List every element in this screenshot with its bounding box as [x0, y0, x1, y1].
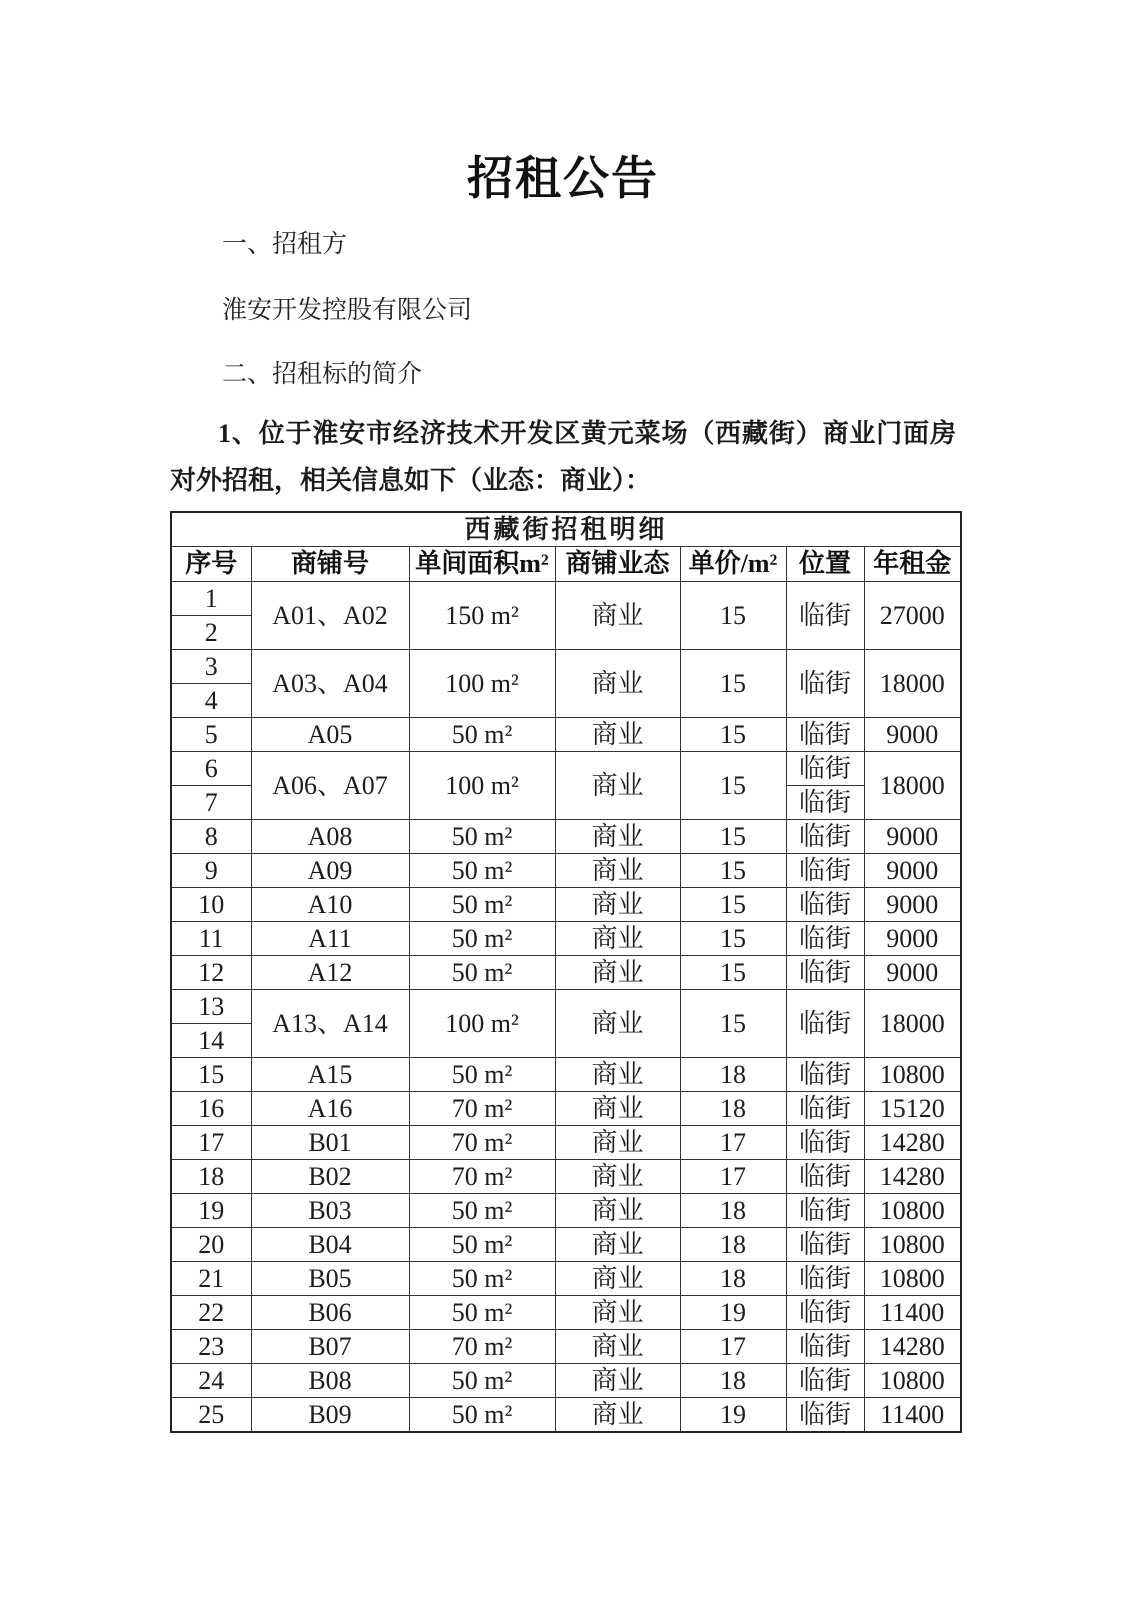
- cell-shop: B09: [251, 1398, 409, 1433]
- cell-rent: 10800: [864, 1194, 961, 1228]
- cell-area: 70 m²: [409, 1092, 555, 1126]
- table-row: [171, 1364, 961, 1398]
- cell-seq: 7: [171, 786, 251, 820]
- cell-seq: 5: [171, 718, 251, 752]
- cell-rent: 14280: [864, 1160, 961, 1194]
- table-row: [171, 854, 961, 888]
- intro-paragraph-line-2: 对外招租，相关信息如下（业态：商业）：: [170, 466, 652, 495]
- cell-location: 临街: [786, 752, 864, 786]
- cell-area: 50 m²: [409, 1296, 555, 1330]
- cell-price: 15: [680, 820, 786, 854]
- table-header-row: [171, 547, 961, 582]
- cell-area: 50 m²: [409, 854, 555, 888]
- cell-seq: 4: [171, 684, 251, 718]
- cell-location: 临街: [786, 1398, 864, 1433]
- cell-location: 临街: [786, 582, 864, 650]
- cell-business: 商业: [555, 922, 680, 956]
- section-2-heading: 二、招租标的简介: [222, 361, 423, 388]
- cell-location: 临街: [786, 990, 864, 1058]
- cell-business: 商业: [555, 854, 680, 888]
- cell-business: 商业: [555, 1398, 680, 1433]
- column-header-rent: 年租金: [864, 547, 961, 582]
- cell-price: 19: [680, 1398, 786, 1433]
- table-row: [171, 820, 961, 854]
- cell-area: 50 m²: [409, 718, 555, 752]
- table-title: 西藏街招租明细: [171, 512, 961, 547]
- cell-location: 临街: [786, 1296, 864, 1330]
- cell-price: 15: [680, 990, 786, 1058]
- cell-rent: 14280: [864, 1126, 961, 1160]
- cell-shop: A10: [251, 888, 409, 922]
- cell-business: 商业: [555, 1228, 680, 1262]
- cell-seq: 19: [171, 1194, 251, 1228]
- cell-price: 18: [680, 1364, 786, 1398]
- table-row: [171, 1228, 961, 1262]
- cell-seq: 25: [171, 1398, 251, 1433]
- cell-seq: 2: [171, 616, 251, 650]
- cell-seq: 18: [171, 1160, 251, 1194]
- cell-rent: 10800: [864, 1058, 961, 1092]
- cell-rent: 10800: [864, 1364, 961, 1398]
- cell-area: 50 m²: [409, 1194, 555, 1228]
- cell-rent: 11400: [864, 1398, 961, 1433]
- cell-seq: 8: [171, 820, 251, 854]
- column-header-price: 单价/m²: [680, 547, 786, 582]
- cell-price: 18: [680, 1058, 786, 1092]
- cell-location: 临街: [786, 854, 864, 888]
- column-header-location: 位置: [786, 547, 864, 582]
- cell-location: 临街: [786, 1160, 864, 1194]
- table-row: [171, 1126, 961, 1160]
- cell-seq: 13: [171, 990, 251, 1024]
- cell-area: 50 m²: [409, 1262, 555, 1296]
- cell-rent: 18000: [864, 752, 961, 820]
- cell-price: 18: [680, 1092, 786, 1126]
- cell-area: 50 m²: [409, 1398, 555, 1433]
- cell-seq: 6: [171, 752, 251, 786]
- cell-seq: 10: [171, 888, 251, 922]
- table-row: [171, 888, 961, 922]
- cell-location: 临街: [786, 1262, 864, 1296]
- lessor-name: 淮安开发控股有限公司: [222, 297, 473, 324]
- cell-seq: 12: [171, 956, 251, 990]
- cell-seq: 17: [171, 1126, 251, 1160]
- cell-area: 50 m²: [409, 820, 555, 854]
- cell-rent: 27000: [864, 582, 961, 650]
- cell-price: 15: [680, 650, 786, 718]
- cell-seq: 1: [171, 582, 251, 616]
- table-title-row: [171, 512, 961, 547]
- cell-price: 15: [680, 854, 786, 888]
- cell-seq: 9: [171, 854, 251, 888]
- cell-shop: A12: [251, 956, 409, 990]
- cell-location: 临街: [786, 1228, 864, 1262]
- cell-business: 商业: [555, 820, 680, 854]
- cell-location: 临街: [786, 1330, 864, 1364]
- cell-shop: A15: [251, 1058, 409, 1092]
- cell-business: 商业: [555, 956, 680, 990]
- cell-shop: A05: [251, 718, 409, 752]
- cell-area: 50 m²: [409, 922, 555, 956]
- table-row: [171, 582, 961, 616]
- cell-business: 商业: [555, 1262, 680, 1296]
- cell-area: 50 m²: [409, 888, 555, 922]
- cell-rent: 9000: [864, 922, 961, 956]
- cell-price: 18: [680, 1228, 786, 1262]
- cell-seq: 23: [171, 1330, 251, 1364]
- cell-shop: B06: [251, 1296, 409, 1330]
- cell-business: 商业: [555, 1126, 680, 1160]
- cell-location: 临街: [786, 820, 864, 854]
- cell-seq: 24: [171, 1364, 251, 1398]
- cell-rent: 15120: [864, 1092, 961, 1126]
- cell-price: 18: [680, 1194, 786, 1228]
- cell-price: 15: [680, 956, 786, 990]
- table-row: [171, 1160, 961, 1194]
- cell-shop: A01、A02: [251, 582, 409, 650]
- cell-rent: 10800: [864, 1228, 961, 1262]
- cell-area: 70 m²: [409, 1160, 555, 1194]
- cell-rent: 9000: [864, 718, 961, 752]
- cell-rent: 18000: [864, 990, 961, 1058]
- intro-paragraph: [170, 410, 956, 504]
- cell-shop: A06、A07: [251, 752, 409, 820]
- cell-seq: 14: [171, 1024, 251, 1058]
- table-row: [171, 1330, 961, 1364]
- cell-price: 17: [680, 1126, 786, 1160]
- cell-area: 100 m²: [409, 990, 555, 1058]
- cell-seq: 20: [171, 1228, 251, 1262]
- cell-area: 100 m²: [409, 752, 555, 820]
- cell-area: 50 m²: [409, 1058, 555, 1092]
- cell-seq: 22: [171, 1296, 251, 1330]
- intro-paragraph-line-1: 1、位于淮安市经济技术开发区黄元菜场（西藏街）商业门面房: [218, 419, 956, 448]
- document-title: 招租公告: [467, 153, 659, 204]
- cell-rent: 18000: [864, 650, 961, 718]
- cell-business: 商业: [555, 718, 680, 752]
- table-row: [171, 650, 961, 684]
- cell-location: 临街: [786, 1194, 864, 1228]
- cell-business: 商业: [555, 1194, 680, 1228]
- cell-shop: B03: [251, 1194, 409, 1228]
- cell-area: 70 m²: [409, 1330, 555, 1364]
- cell-seq: 21: [171, 1262, 251, 1296]
- cell-shop: B02: [251, 1160, 409, 1194]
- cell-location: 临街: [786, 1364, 864, 1398]
- cell-business: 商业: [555, 582, 680, 650]
- cell-location: 临街: [786, 1126, 864, 1160]
- cell-seq: 11: [171, 922, 251, 956]
- cell-shop: B01: [251, 1126, 409, 1160]
- cell-business: 商业: [555, 650, 680, 718]
- cell-area: 100 m²: [409, 650, 555, 718]
- cell-rent: 9000: [864, 854, 961, 888]
- cell-location: 临街: [786, 956, 864, 990]
- column-header-business: 商铺业态: [555, 547, 680, 582]
- section-1-heading: 一、招租方: [222, 231, 348, 258]
- cell-price: 15: [680, 888, 786, 922]
- cell-shop: A11: [251, 922, 409, 956]
- cell-business: 商业: [555, 1160, 680, 1194]
- cell-seq: 16: [171, 1092, 251, 1126]
- cell-location: 临街: [786, 718, 864, 752]
- column-header-seq: 序号: [171, 547, 251, 582]
- cell-price: 15: [680, 718, 786, 752]
- cell-rent: 9000: [864, 888, 961, 922]
- cell-area: 70 m²: [409, 1126, 555, 1160]
- cell-rent: 11400: [864, 1296, 961, 1330]
- cell-business: 商业: [555, 990, 680, 1058]
- cell-price: 15: [680, 922, 786, 956]
- cell-location: 临街: [786, 888, 864, 922]
- table-row: [171, 752, 961, 786]
- cell-business: 商业: [555, 888, 680, 922]
- cell-location: 临街: [786, 922, 864, 956]
- table-row: [171, 1194, 961, 1228]
- rental-detail-table: [170, 511, 962, 1433]
- cell-price: 15: [680, 752, 786, 820]
- cell-shop: A09: [251, 854, 409, 888]
- cell-price: 17: [680, 1330, 786, 1364]
- table-row: [171, 1398, 961, 1433]
- cell-price: 18: [680, 1262, 786, 1296]
- cell-business: 商业: [555, 1330, 680, 1364]
- table-row: [171, 1058, 961, 1092]
- cell-shop: B05: [251, 1262, 409, 1296]
- cell-business: 商业: [555, 752, 680, 820]
- cell-shop: B08: [251, 1364, 409, 1398]
- cell-location: 临街: [786, 1092, 864, 1126]
- cell-shop: A03、A04: [251, 650, 409, 718]
- cell-business: 商业: [555, 1364, 680, 1398]
- cell-area: 50 m²: [409, 956, 555, 990]
- rental-table-body: [171, 512, 961, 1432]
- table-row: [171, 990, 961, 1024]
- cell-shop: B04: [251, 1228, 409, 1262]
- cell-shop: B07: [251, 1330, 409, 1364]
- cell-business: 商业: [555, 1092, 680, 1126]
- cell-shop: A08: [251, 820, 409, 854]
- cell-seq: 15: [171, 1058, 251, 1092]
- cell-business: 商业: [555, 1296, 680, 1330]
- cell-price: 19: [680, 1296, 786, 1330]
- cell-business: 商业: [555, 1058, 680, 1092]
- cell-location: 临街: [786, 786, 864, 820]
- cell-rent: 10800: [864, 1262, 961, 1296]
- column-header-shop: 商铺号: [251, 547, 409, 582]
- table-row: [171, 1092, 961, 1126]
- cell-area: 50 m²: [409, 1364, 555, 1398]
- column-header-area: 单间面积m²: [409, 547, 555, 582]
- cell-price: 15: [680, 582, 786, 650]
- table-row: [171, 718, 961, 752]
- cell-rent: 14280: [864, 1330, 961, 1364]
- table-row: [171, 1262, 961, 1296]
- cell-area: 50 m²: [409, 1228, 555, 1262]
- table-row: [171, 1296, 961, 1330]
- cell-shop: A13、A14: [251, 990, 409, 1058]
- table-row: [171, 956, 961, 990]
- cell-area: 150 m²: [409, 582, 555, 650]
- cell-location: 临街: [786, 1058, 864, 1092]
- cell-location: 临街: [786, 650, 864, 718]
- cell-seq: 3: [171, 650, 251, 684]
- cell-rent: 9000: [864, 820, 961, 854]
- cell-rent: 9000: [864, 956, 961, 990]
- cell-price: 17: [680, 1160, 786, 1194]
- table-row: [171, 922, 961, 956]
- cell-shop: A16: [251, 1092, 409, 1126]
